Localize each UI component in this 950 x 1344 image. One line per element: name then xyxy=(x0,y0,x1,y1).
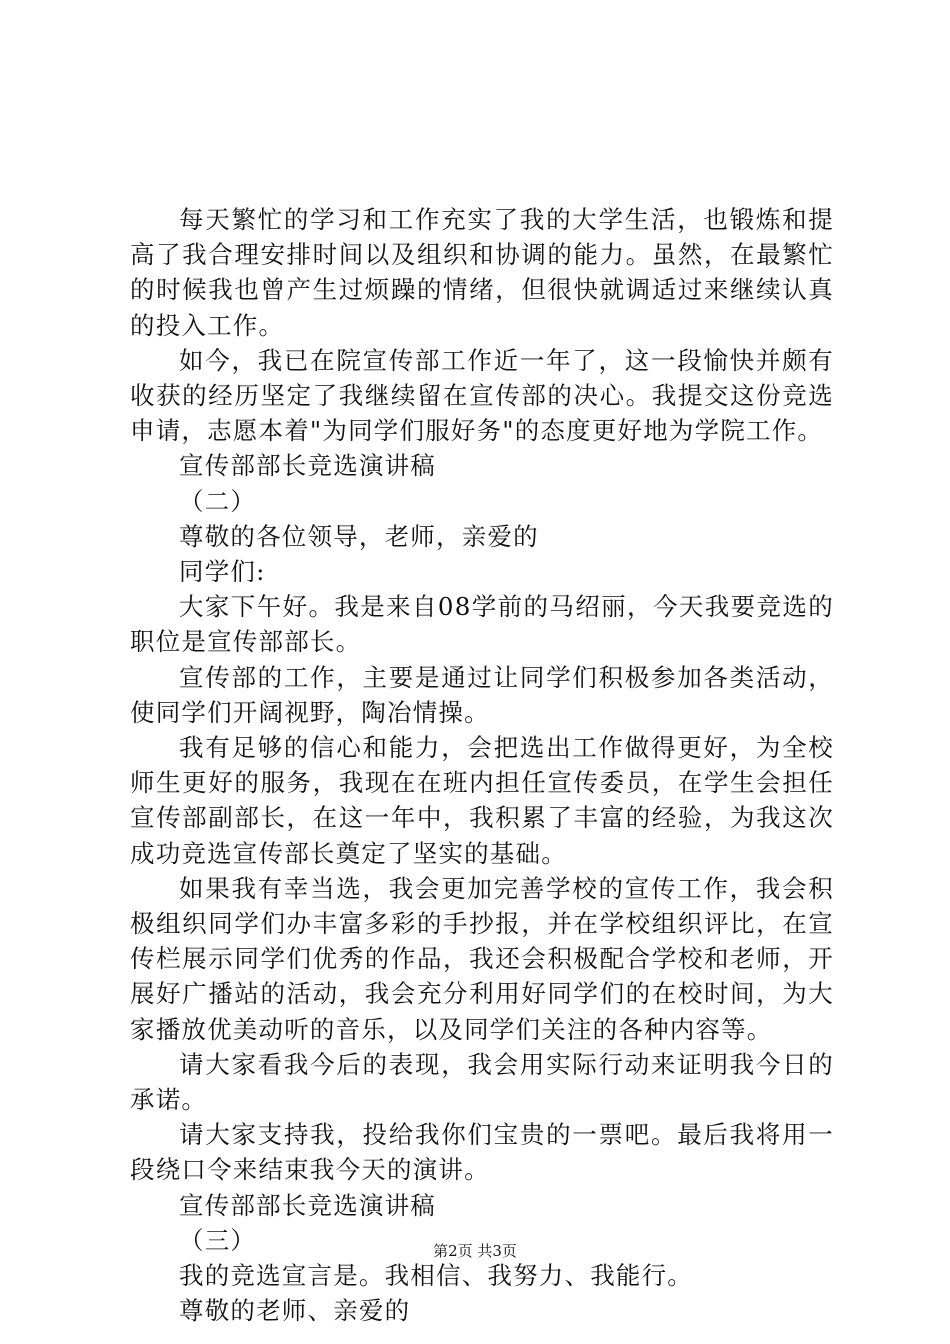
paragraph: 如今，我已在院宣传部工作近一年了，这一段愉快并颇有收获的经历坚定了我继续留在宣传部的决心。我提交这份竞选申请，志愿本着"为同学们服好务"的态度更好地为学院工作。 xyxy=(130,345,834,446)
salutation: 尊敬的老师、亲爱的 xyxy=(179,1296,411,1326)
paragraph: 每天繁忙的学习和工作充实了我的大学生活，也锻炼和提高了我合理安排时间以及组织和协调的能力。虽然，在最繁忙的时候我也曾产生过烦躁的情绪，但很快就调适过来继续认真的投入工作。 xyxy=(130,205,834,340)
paragraph: 请大家看我今后的表现，我会用实际行动来证明我今日的承诺。 xyxy=(130,1049,834,1115)
document-body xyxy=(130,202,834,1329)
paragraph: 请大家支持我，投给我你们宝贵的一票吧。最后我将用一段绕口令来结束我今天的演讲。 xyxy=(130,1120,834,1185)
section-number: （二） xyxy=(179,486,257,516)
salutation: 尊敬的各位领导，老师，亲爱的 xyxy=(179,521,539,551)
salutation: 同学们: xyxy=(179,557,266,587)
paragraph: 我的竞选宣言是。我相信、我努力、我能行。 xyxy=(179,1261,693,1291)
section-title: 宣传部部长竞选演讲稿 xyxy=(179,451,436,481)
page-footer: 第2页 共3页 xyxy=(433,1242,517,1260)
paragraph: 我有足够的信心和能力，会把选出工作做得更好，为全校师生更好的服务，我现在在班内担任宣传委员，在学生会担任宣传部副部长，在这一年中，我积累了丰富的经验，为我这次成功竞选宣传部长奠定了坚实的基础。 xyxy=(130,733,834,868)
section-title: 宣传部部长竞选演讲稿 xyxy=(179,1190,436,1220)
paragraph: 如果我有幸当选，我会更加完善学校的宣传工作，我会积极组织同学们办丰富多彩的手抄报，并在学校组织评比，在宣传栏展示同学们优秀的作品，我还会积极配合学校和老师，开展好广播站的活动，我会充分利用好同学们的在校时间，为大家播放优美动听的音乐，以及同学们关注的各种内容等。 xyxy=(130,873,834,1044)
section-number: （三） xyxy=(179,1225,257,1255)
paragraph: 宣传部的工作，主要是通过让同学们积极参加各类活动，使同学们开阔视野，陶冶情操。 xyxy=(130,662,834,727)
paragraph: 大家下午好。我是来自08学前的马绍丽，今天我要竞选的职位是宣传部部长。 xyxy=(130,592,834,657)
